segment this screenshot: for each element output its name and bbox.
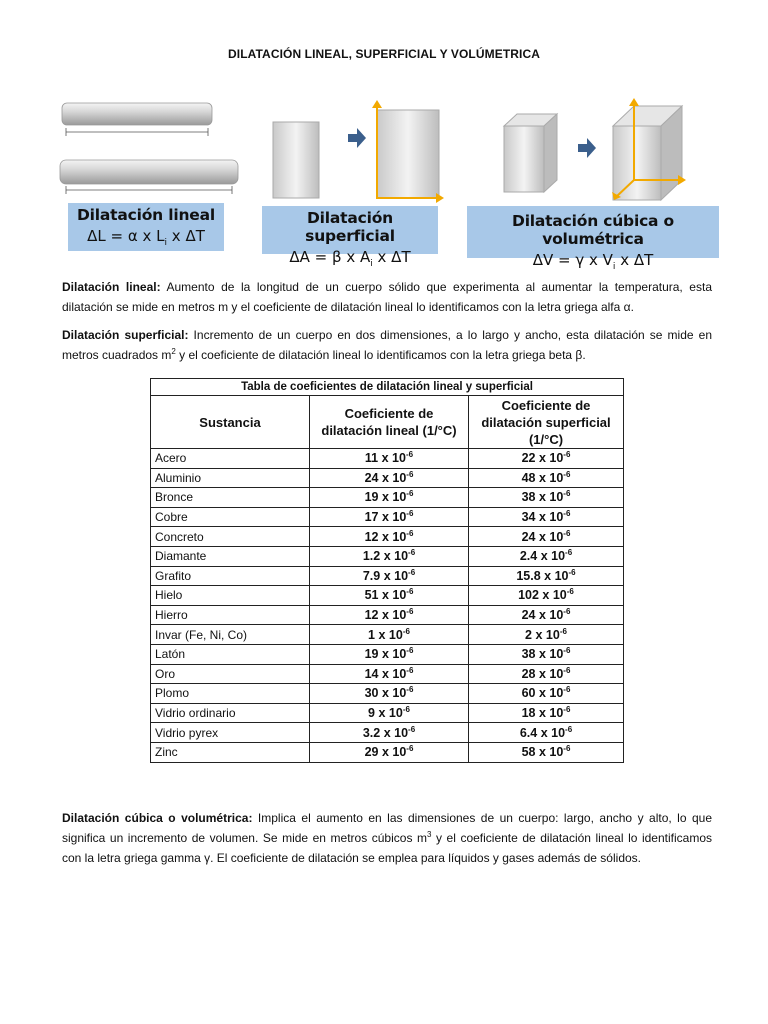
label-lineal-heading: Dilatación lineal xyxy=(77,206,215,224)
paragraph-lineal xyxy=(62,277,712,317)
paragraph-label: Dilatación cúbica o volumétrica: xyxy=(62,811,253,825)
coefficient-mantissa: 2 x 10 xyxy=(525,627,560,642)
coefficient-mantissa: 24 x 10 xyxy=(521,529,564,544)
coefficient-mantissa: 17 x 10 xyxy=(364,510,407,525)
cell-linear-coefficient xyxy=(310,488,469,508)
coefficient-exponent: -6 xyxy=(408,548,416,558)
coefficient-mantissa: 48 x 10 xyxy=(521,470,564,485)
cell-linear-coefficient xyxy=(310,703,469,723)
coefficient-mantissa: 60 x 10 xyxy=(521,686,564,701)
coefficient-mantissa: 12 x 10 xyxy=(364,529,407,544)
table-row xyxy=(151,586,624,606)
cell-linear-coefficient xyxy=(310,566,469,586)
coefficient-exponent: -6 xyxy=(563,665,571,675)
coefficient-mantissa: 12 x 10 xyxy=(364,608,407,623)
table-row xyxy=(151,468,624,488)
formula-sub: i xyxy=(164,238,168,248)
cell-surface-coefficient xyxy=(469,507,624,527)
coefficient-exponent: -6 xyxy=(406,489,414,499)
coefficient-mantissa: 2.4 x 10 xyxy=(519,549,566,564)
table-row xyxy=(151,723,624,743)
paragraph-label: Dilatación lineal: xyxy=(62,280,161,294)
coefficient-mantissa: 14 x 10 xyxy=(364,666,407,681)
coefficient-exponent: -6 xyxy=(563,685,571,695)
coefficient-exponent: -6 xyxy=(563,528,571,538)
cell-substance: Vidrio ordinario xyxy=(151,703,310,723)
cell-substance: Bronce xyxy=(151,488,310,508)
formula-part: ΔV = γ x V xyxy=(532,251,613,269)
cell-surface-coefficient xyxy=(469,703,624,723)
label-superficial-heading: Dilatación superficial xyxy=(305,209,395,245)
paragraph-label: Dilatación superficial: xyxy=(62,328,189,342)
rod-short xyxy=(62,103,212,136)
coefficient-mantissa: 19 x 10 xyxy=(364,647,407,662)
cell-substance: Aluminio xyxy=(151,468,310,488)
table-header-row xyxy=(151,396,624,449)
table-row xyxy=(151,507,624,527)
coefficient-exponent: -6 xyxy=(563,744,571,754)
cube-small xyxy=(504,114,557,192)
coefficient-mantissa: 19 x 10 xyxy=(364,490,407,505)
coefficient-mantissa: 7.9 x 10 xyxy=(362,568,409,583)
paragraph-text: y el coeficiente de dilatación lineal lo identificamos con la letra griega gamma γ. El coeficiente de dilatación se emplea para líquidos y gases además de sólidos. xyxy=(62,831,712,865)
cell-linear-coefficient xyxy=(310,644,469,664)
cell-substance: Plomo xyxy=(151,684,310,704)
cell-surface-coefficient xyxy=(469,527,624,547)
label-cubica-heading: Dilatación cúbica o volumétrica xyxy=(512,212,674,248)
label-lineal-formula xyxy=(68,227,224,248)
cell-substance: Zinc xyxy=(151,742,310,762)
coefficient-mantissa: 1.2 x 10 xyxy=(362,549,409,564)
cell-linear-coefficient xyxy=(310,664,469,684)
paragraph-text: Aumento de la longitud de un cuerpo sólido que experimenta al aumentar la temperatura, esta dilatación se mide en metros m y el coeficiente de dilatación lineal lo identificamos con la letra griega alfa α. xyxy=(62,280,712,314)
cell-substance: Latón xyxy=(151,644,310,664)
cell-surface-coefficient xyxy=(469,468,624,488)
coefficient-exponent: -6 xyxy=(402,626,410,636)
cell-surface-coefficient xyxy=(469,566,624,586)
cell-substance: Vidrio pyrex xyxy=(151,723,310,743)
formula-part: x ΔT xyxy=(615,251,654,269)
formula-sub: i xyxy=(370,259,373,269)
coefficient-exponent: -6 xyxy=(408,724,416,734)
header-linear: Coeficiente de dilatación lineal (1/°C) xyxy=(310,396,469,449)
table-row xyxy=(151,527,624,547)
paragraph-superficial xyxy=(62,325,712,365)
formula-part: ΔL = α x L xyxy=(87,227,165,245)
coefficient-mantissa: 18 x 10 xyxy=(521,706,564,721)
table-row xyxy=(151,566,624,586)
cell-surface-coefficient xyxy=(469,684,624,704)
coefficient-exponent: -6 xyxy=(565,548,573,558)
table-row xyxy=(151,684,624,704)
page-title: DILATACIÓN LINEAL, SUPERFICIAL Y VOLÚMETRICA xyxy=(228,47,540,61)
coefficient-exponent: -6 xyxy=(563,646,571,656)
cell-substance: Oro xyxy=(151,664,310,684)
cell-linear-coefficient xyxy=(310,449,469,469)
superscript: 2 xyxy=(171,347,176,356)
rod-long xyxy=(60,160,238,194)
coefficient-exponent: -6 xyxy=(563,607,571,617)
cell-substance: Concreto xyxy=(151,527,310,547)
coefficient-mantissa: 24 x 10 xyxy=(521,608,564,623)
table-caption-row xyxy=(151,379,624,396)
cell-linear-coefficient xyxy=(310,742,469,762)
label-lineal xyxy=(68,203,224,251)
superscript: 3 xyxy=(427,830,432,839)
cell-substance: Invar (Fe, Ni, Co) xyxy=(151,625,310,645)
coefficient-exponent: -6 xyxy=(406,509,414,519)
cube-large xyxy=(612,98,686,200)
coefficient-mantissa: 29 x 10 xyxy=(364,745,407,760)
cell-linear-coefficient xyxy=(310,723,469,743)
coefficient-exponent: -6 xyxy=(406,469,414,479)
table-caption: Tabla de coeficientes de dilatación lineal y superficial xyxy=(151,379,624,396)
coefficient-mantissa: 102 x 10 xyxy=(518,588,567,603)
label-superficial-formula xyxy=(262,248,438,269)
coefficient-mantissa: 3.2 x 10 xyxy=(362,725,409,740)
label-superficial xyxy=(262,206,438,269)
plate-large xyxy=(372,100,444,203)
coefficient-mantissa: 30 x 10 xyxy=(364,686,407,701)
cell-linear-coefficient xyxy=(310,586,469,606)
coefficient-exponent: -6 xyxy=(406,528,414,538)
label-cubica-formula xyxy=(467,251,719,272)
coefficient-mantissa: 28 x 10 xyxy=(521,666,564,681)
coefficient-mantissa: 9 x 10 xyxy=(368,706,403,721)
coefficient-exponent: -6 xyxy=(565,724,573,734)
plate-small xyxy=(273,122,319,198)
cell-linear-coefficient xyxy=(310,605,469,625)
cell-substance: Diamante xyxy=(151,546,310,566)
cell-surface-coefficient xyxy=(469,625,624,645)
coefficients-table xyxy=(150,378,624,763)
coefficient-exponent: -6 xyxy=(402,705,410,715)
cell-substance: Hielo xyxy=(151,586,310,606)
coefficient-mantissa: 38 x 10 xyxy=(521,490,564,505)
coefficient-exponent: -6 xyxy=(563,489,571,499)
paragraph-text: Implica el aumento en las dimensiones de un cuerpo: largo, ancho y alto, lo que significa un incremento de volumen. Se mide en metros cúbicos m xyxy=(62,811,712,845)
table-row xyxy=(151,644,624,664)
cell-linear-coefficient xyxy=(310,625,469,645)
cell-surface-coefficient xyxy=(469,449,624,469)
dilatation-figure xyxy=(0,96,768,276)
cell-surface-coefficient xyxy=(469,644,624,664)
coefficient-exponent: -6 xyxy=(568,567,576,577)
coefficient-exponent: -6 xyxy=(406,646,414,656)
coefficient-exponent: -6 xyxy=(563,509,571,519)
table-row xyxy=(151,742,624,762)
cell-surface-coefficient xyxy=(469,586,624,606)
cell-substance: Hierro xyxy=(151,605,310,625)
coefficient-exponent: -6 xyxy=(406,587,414,597)
coefficient-mantissa: 11 x 10 xyxy=(364,451,406,466)
cell-linear-coefficient xyxy=(310,546,469,566)
cell-surface-coefficient xyxy=(469,723,624,743)
cell-substance: Acero xyxy=(151,449,310,469)
table-row xyxy=(151,664,624,684)
coefficient-exponent: -6 xyxy=(406,744,414,754)
table-row xyxy=(151,449,624,469)
table-row xyxy=(151,703,624,723)
coefficient-exponent: -6 xyxy=(566,587,574,597)
coefficient-exponent: -6 xyxy=(563,705,571,715)
cell-linear-coefficient xyxy=(310,684,469,704)
paragraph-text: y el coeficiente de dilatación lineal lo identificamos con la letra griega beta β. xyxy=(175,348,586,362)
formula-part: x ΔT xyxy=(372,248,411,266)
coefficient-exponent: -6 xyxy=(406,685,414,695)
coefficient-exponent: -6 xyxy=(563,469,571,479)
header-surface: Coeficiente de dilatación superficial (1/°C) xyxy=(469,396,624,449)
cell-substance: Cobre xyxy=(151,507,310,527)
header-substance: Sustancia xyxy=(151,396,310,449)
cell-surface-coefficient xyxy=(469,664,624,684)
coefficient-mantissa: 38 x 10 xyxy=(521,647,564,662)
table-row xyxy=(151,546,624,566)
paragraph-cubica xyxy=(62,808,712,868)
arrow-right-icon xyxy=(348,128,366,148)
table-row xyxy=(151,625,624,645)
coefficient-exponent: -6 xyxy=(406,607,414,617)
paragraph-text: Incremento de un cuerpo en dos dimensiones, a lo largo y ancho, esta dilatación se mide en metros cuadrados m xyxy=(62,328,713,362)
coefficient-exponent: -6 xyxy=(405,450,414,460)
formula-part: ΔA = β x A xyxy=(289,248,371,266)
coefficient-mantissa: 22 x 10 xyxy=(521,451,564,466)
cell-linear-coefficient xyxy=(310,468,469,488)
coefficient-exponent: -6 xyxy=(559,626,567,636)
coefficient-mantissa: 24 x 10 xyxy=(364,470,407,485)
coefficient-mantissa: 34 x 10 xyxy=(521,510,564,525)
formula-part: x ΔT xyxy=(167,227,205,245)
table-body xyxy=(151,449,624,763)
coefficient-mantissa: 58 x 10 xyxy=(521,745,564,760)
arrow-right-icon xyxy=(578,138,596,158)
coefficient-mantissa: 6.4 x 10 xyxy=(519,725,566,740)
coefficient-mantissa: 15.8 x 10 xyxy=(516,568,569,583)
label-cubica xyxy=(467,206,719,272)
cell-substance: Grafito xyxy=(151,566,310,586)
table-row xyxy=(151,488,624,508)
coefficient-mantissa: 51 x 10 xyxy=(364,588,407,603)
cell-surface-coefficient xyxy=(469,546,624,566)
formula-sub: i xyxy=(612,262,616,272)
coefficient-mantissa: 1 x 10 xyxy=(368,627,403,642)
coefficient-exponent: -6 xyxy=(563,450,571,460)
cell-surface-coefficient xyxy=(469,605,624,625)
table-row xyxy=(151,605,624,625)
cell-linear-coefficient xyxy=(310,507,469,527)
cell-surface-coefficient xyxy=(469,742,624,762)
cell-surface-coefficient xyxy=(469,488,624,508)
cell-linear-coefficient xyxy=(310,527,469,547)
coefficient-exponent: -6 xyxy=(406,665,414,675)
coefficient-exponent: -6 xyxy=(408,567,416,577)
